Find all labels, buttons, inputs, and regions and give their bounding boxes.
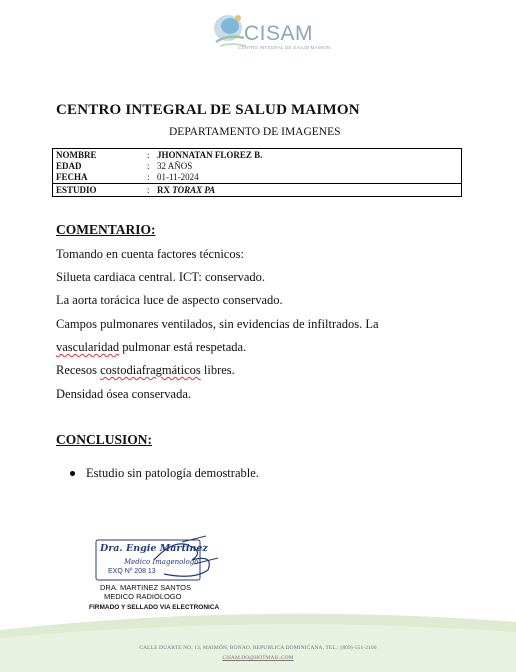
colon: : (147, 150, 150, 160)
name-value: JHONNATAN FLOREZ B. (157, 150, 263, 160)
comment-line: La aorta torácica luce de aspecto conservado. (56, 293, 283, 307)
signature-note: FIRMADO Y SELLADO VIA ELECTRONICA (89, 604, 220, 611)
cisam-logo (208, 8, 331, 56)
doctor-title: MEDICO RADIOLOGO (104, 592, 182, 601)
spellcheck-word[interactable]: costodiafragmáticos (100, 363, 201, 377)
table-divider (53, 183, 461, 184)
conclusion-text: Estudio sin patología demostrable. (86, 466, 259, 480)
comment-heading: COMENTARIO: (56, 222, 156, 237)
footer-email[interactable]: CISAM.DO@HOTMAIL.COM (222, 655, 294, 661)
date-value: 01-11-2024 (157, 172, 199, 182)
logo-subtitle: CENTRO INTEGRAL DE SALUD MAIMON (238, 45, 331, 50)
age-value: 32 AÑOS (157, 161, 193, 171)
comment-line: Silueta cardiaca central. ICT: conservado. (56, 270, 266, 284)
stamp-name: Dra. Engie Martinez (100, 543, 208, 554)
comment-line: Tomando en cuenta factores técnicos: (56, 247, 244, 261)
study-value (157, 185, 215, 195)
study-name: TORAX PA (172, 185, 216, 195)
name-label: NOMBRE (56, 150, 97, 160)
study-prefix: RX (157, 185, 170, 195)
logo-name: CISAM (244, 22, 314, 45)
spellcheck-word[interactable]: vascularidad (56, 340, 120, 354)
footer-address: CALLE DUARTE NO. 13, MAIMÓN, BONAO, REPUBLICA DOMINICANA, TEL.: (809)-551-2106 (139, 645, 377, 651)
study-label: ESTUDIO (56, 185, 97, 195)
stamp-role: Medico Imagenologo (124, 558, 199, 566)
comment-line (56, 340, 246, 355)
conclusion-heading: CONCLUSION: (56, 432, 153, 447)
bullet-icon (70, 471, 75, 476)
comment-line (56, 363, 235, 378)
patient-info-table (52, 148, 462, 197)
comment-text: libres. (200, 363, 235, 377)
colon: : (147, 185, 150, 195)
colon: : (147, 172, 150, 182)
doctor-name: DRA. MARTINEZ SANTOS (100, 583, 191, 592)
department-name: DEPARTAMENTO DE IMAGENES (169, 126, 341, 138)
comment-text: pulmonar está respetada. (119, 340, 247, 354)
colon: : (147, 161, 150, 171)
age-label: EDAD (56, 161, 82, 171)
comment-line: Campos pulmonares ventilados, sin evidencias de infiltrados. La (56, 317, 379, 331)
date-label: FECHA (56, 172, 88, 182)
signature-stamp (94, 534, 220, 586)
stamp-id: EXQ Nº 208 13 (108, 568, 156, 575)
comment-line: Densidad ósea conservada. (56, 387, 192, 401)
report-title: CENTRO INTEGRAL DE SALUD MAIMON (56, 102, 360, 118)
doctor-block (100, 583, 191, 601)
comment-text: Recesos (56, 363, 101, 377)
footer-wave-icon (0, 600, 516, 672)
